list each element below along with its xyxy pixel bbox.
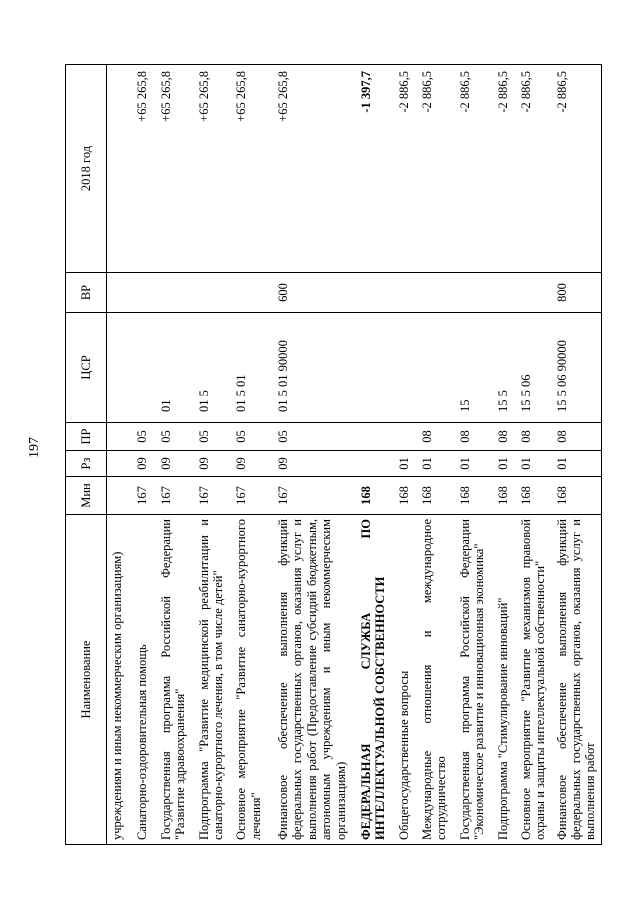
table-row [490, 65, 513, 845]
row-value: -2 886,5 [414, 65, 452, 273]
table-row [452, 65, 490, 845]
table-row [266, 65, 351, 845]
row-csr: 01 [153, 313, 191, 423]
table-row [513, 65, 551, 845]
budget-table [65, 64, 602, 845]
row-vr [153, 273, 191, 313]
row-pr: 08 [414, 423, 452, 451]
table-row [228, 65, 266, 845]
table-body [107, 65, 602, 845]
row-value: -2 886,5 [551, 65, 602, 273]
table-row [414, 65, 452, 845]
header-rz: Рз [66, 451, 107, 477]
row-pr: 05 [153, 423, 191, 451]
row-min: 167 [153, 477, 191, 515]
row-rz: 09 [127, 451, 152, 477]
row-csr [107, 313, 128, 423]
row-pr: 08 [551, 423, 602, 451]
row-pr: 05 [127, 423, 152, 451]
row-vr [351, 273, 391, 313]
row-pr: 08 [513, 423, 551, 451]
header-name: Наименование [66, 515, 107, 845]
row-csr: 01 5 [191, 313, 229, 423]
row-rz [351, 451, 391, 477]
row-vr: 600 [266, 273, 351, 313]
row-name: Санаторно-оздоровительная помощь [127, 515, 152, 845]
row-min: 167 [228, 477, 266, 515]
table-row [107, 65, 128, 845]
row-vr [127, 273, 152, 313]
row-min: 168 [513, 477, 551, 515]
row-value: -1 397,7 [351, 65, 391, 273]
row-min: 168 [414, 477, 452, 515]
row-value: -2 886,5 [490, 65, 513, 273]
row-name: Подпрограмма "Развитие медицинской реабилитации и санаторно-курортного лечения, в том числе детей" [191, 515, 229, 845]
row-rz: 01 [551, 451, 602, 477]
row-pr: 05 [266, 423, 351, 451]
row-rz: 01 [490, 451, 513, 477]
row-name: Международные отношения и международное сотрудничество [414, 515, 452, 845]
row-pr [107, 423, 128, 451]
row-min: 167 [191, 477, 229, 515]
row-vr [191, 273, 229, 313]
row-name: Государственная программа Российской Федерации "Экономическое развитие и инновационная экономика" [452, 515, 490, 845]
row-value [107, 65, 128, 273]
row-pr: 08 [452, 423, 490, 451]
table-header-row [66, 65, 107, 845]
header-year: 2018 год [66, 65, 107, 273]
row-vr [391, 273, 414, 313]
row-csr: 15 5 06 90000 [551, 313, 602, 423]
table-row [391, 65, 414, 845]
table-row [127, 65, 152, 845]
row-min: 168 [551, 477, 602, 515]
row-pr: 08 [490, 423, 513, 451]
row-csr [414, 313, 452, 423]
row-value: -2 886,5 [452, 65, 490, 273]
row-value: +65 265,8 [228, 65, 266, 273]
row-rz [107, 451, 128, 477]
row-min: 168 [391, 477, 414, 515]
page-number: 197 [27, 437, 42, 458]
row-min: 168 [490, 477, 513, 515]
row-min: 168 [452, 477, 490, 515]
row-csr: 15 5 [490, 313, 513, 423]
row-csr [391, 313, 414, 423]
row-rz: 09 [266, 451, 351, 477]
header-vr: ВР [66, 273, 107, 313]
row-csr: 01 5 01 90000 [266, 313, 351, 423]
row-csr: 01 5 01 [228, 313, 266, 423]
row-value: +65 265,8 [191, 65, 229, 273]
table-row [153, 65, 191, 845]
row-rz: 01 [391, 451, 414, 477]
row-pr [351, 423, 391, 451]
row-rz: 09 [191, 451, 229, 477]
row-csr: 15 [452, 313, 490, 423]
row-name: Финансовое обеспечение выполнения функций федеральных государственных органов, оказания услуг и выполнения работ [551, 515, 602, 845]
row-value: +65 265,8 [127, 65, 152, 273]
row-vr [513, 273, 551, 313]
row-pr [391, 423, 414, 451]
row-name: Основное мероприятие "Развитие санаторно-курортного лечения" [228, 515, 266, 845]
row-rz: 01 [452, 451, 490, 477]
row-vr [490, 273, 513, 313]
table-row [551, 65, 602, 845]
row-min: 167 [266, 477, 351, 515]
row-rz: 01 [414, 451, 452, 477]
row-value: -2 886,5 [513, 65, 551, 273]
row-value: +65 265,8 [153, 65, 191, 273]
header-min: Мин [66, 477, 107, 515]
row-name: Основное мероприятие "Развитие механизмов правовой охраны и защиты интеллектуальной собственности" [513, 515, 551, 845]
row-value: +65 265,8 [266, 65, 351, 273]
row-name: Подпрограмма "Стимулирование инноваций" [490, 515, 513, 845]
row-csr: 15 5 06 [513, 313, 551, 423]
row-vr [107, 273, 128, 313]
rotated-table-container [65, 65, 598, 845]
row-min: 168 [351, 477, 391, 515]
row-min [107, 477, 128, 515]
header-csr: ЦСР [66, 313, 107, 423]
row-rz: 09 [153, 451, 191, 477]
row-min: 167 [127, 477, 152, 515]
row-pr: 05 [228, 423, 266, 451]
row-vr: 800 [551, 273, 602, 313]
header-pr: ПР [66, 423, 107, 451]
row-rz: 01 [513, 451, 551, 477]
row-name: Финансовое обеспечение выполнения функций федеральных государственных органов, оказания услуг и выполнения работ (Предоставление субсидий бюджетным, автономным учреждениям и иным некоммерческим организациям) [266, 515, 351, 845]
row-value: -2 886,5 [391, 65, 414, 273]
row-vr [452, 273, 490, 313]
row-name: Общегосударственные вопросы [391, 515, 414, 845]
row-pr: 05 [191, 423, 229, 451]
row-csr [351, 313, 391, 423]
row-name: ФЕДЕРАЛЬНАЯ СЛУЖБА ПО ИНТЕЛЛЕКТУАЛЬНОЙ СОБСТВЕННОСТИ [351, 515, 391, 845]
table-row [351, 65, 391, 845]
row-name: Государственная программа Российской Федерации "Развитие здравоохранения" [153, 515, 191, 845]
row-vr [414, 273, 452, 313]
row-vr [228, 273, 266, 313]
row-rz: 09 [228, 451, 266, 477]
row-name: учреждениям и иным некоммерческим организациям) [107, 515, 128, 845]
table-row [191, 65, 229, 845]
row-csr [127, 313, 152, 423]
